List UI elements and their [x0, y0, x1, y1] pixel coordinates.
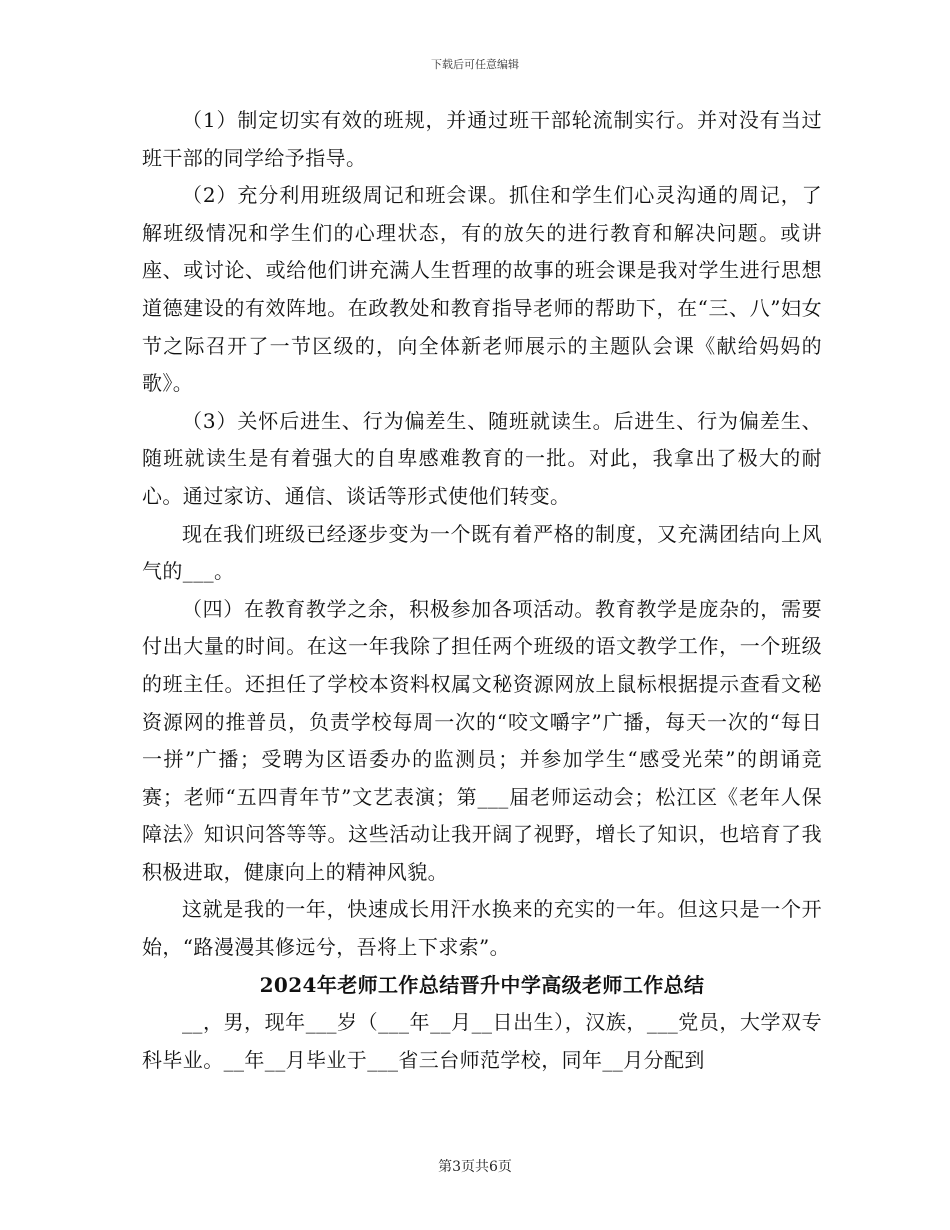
paragraph-care-students: （3）关怀后进生、行为偏差生、随班就读生。后进生、行为偏差生、随班就读生是有着强大的自卑感难教育的一批。对此，我拿出了极大的耐心。通过家访、通信、谈话等形式使他们转变。	[142, 408, 822, 508]
section-title: 2024年老师工作总结晋升中学高级老师工作总结	[259, 972, 705, 997]
page-number: 第3页共6页	[438, 1159, 512, 1175]
document-body	[142, 102, 822, 1079]
paragraph-weekly-journal: （2）充分利用班级周记和班会课。抓住和学生们心灵沟通的周记，了解班级情况和学生们的心理状态，有的放矢的进行教育和解决问题。或讲座、或讨论、或给他们讲充满人生哲理的故事的班会课是我对学生进行思想道德建设的有效阵地。在政教处和教育指导老师的帮助下，在“三、八”妇女节之际召开了一节区级的，向全体新老师展示的主题队会课《献给妈妈的歌》。	[142, 183, 822, 396]
paragraph-class-atmosphere: 现在我们班级已经逐步变为一个既有着严格的制度，又充满团结向上风气的___。	[142, 521, 822, 584]
paragraph-profile: __，男，现年___岁（___年__月__日出生），汉族，___党员，大学双专科毕业。__年__月毕业于___省三台师范学校，同年__月分配到	[142, 1010, 822, 1072]
header-note: 下载后可任意编辑	[431, 58, 519, 71]
paragraph-class-rules: （1）制定切实有效的班规，并通过班干部轮流制实行。并对没有当过班干部的同学给予指导。	[142, 108, 822, 170]
paragraph-activities: （四）在教育教学之余，积极参加各项活动。教育教学是庞杂的，需要付出大量的时间。在这一年我除了担任两个班级的语文教学工作，一个班级的班主任。还担任了学校本资料权属文秘资源网放上鼠标根据提示查看文秘资源网的推普员，负责学校每周一次的“咬文嚼字”广播，每天一次的“每日一拼”广播；受聘为区语委办的监测员；并参加学生“感受光荣”的朗诵竞赛；老师“五四青年节”文艺表演；第___届老师运动会；松江区《老年人保障法》知识问答等等。这些活动让我开阔了视野，增长了知识，也培育了我积极进取，健康向上的精神风貌。	[142, 596, 822, 884]
paragraph-conclusion: 这就是我的一年，快速成长用汗水换来的充实的一年。但这只是一个开始，“路漫漫其修远兮，吾将上下求索”。	[142, 897, 822, 960]
